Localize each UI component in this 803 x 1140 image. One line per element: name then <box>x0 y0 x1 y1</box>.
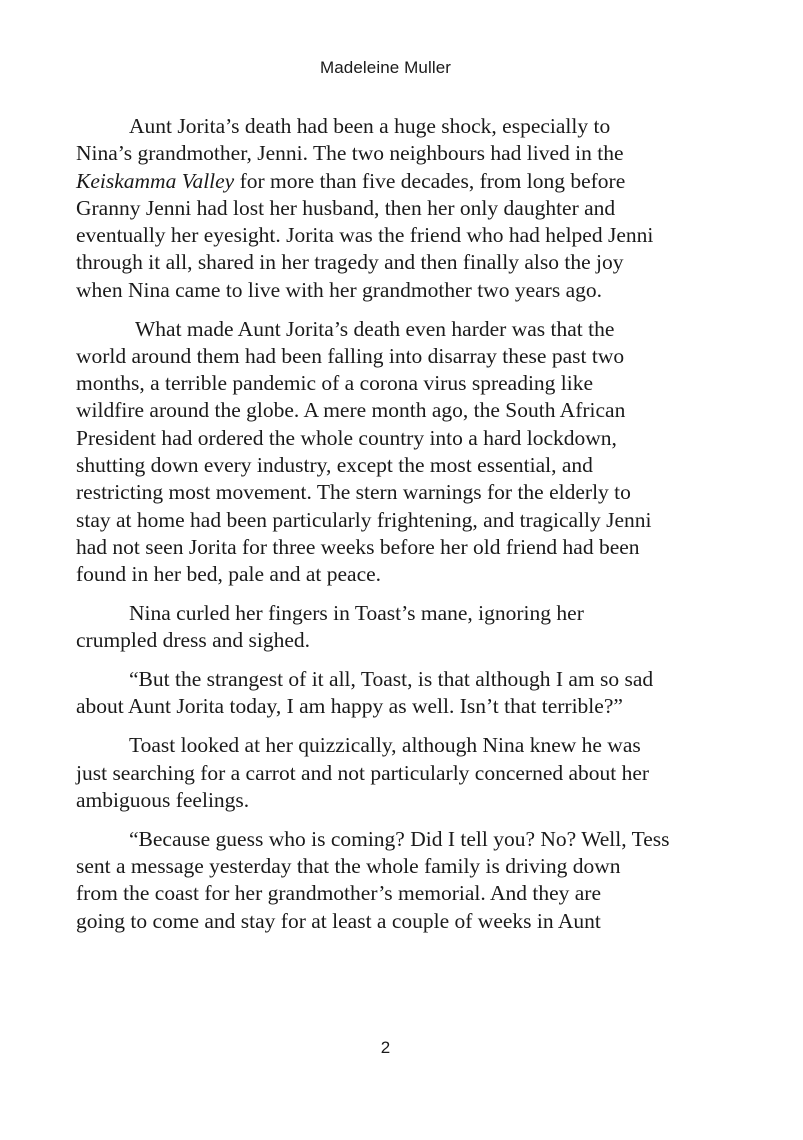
text-line <box>76 277 726 304</box>
text-line <box>76 113 726 140</box>
text-segment: shutting down every industry, except the most essential, and <box>76 453 593 478</box>
body-text <box>76 113 726 946</box>
text-segment: stay at home had been particularly frightening, and tragically Jenni <box>76 507 652 532</box>
text-line <box>76 826 726 853</box>
text-line <box>76 479 726 506</box>
text-segment: “Because guess who is coming? Did I tell you? No? Well, Tess <box>129 826 670 851</box>
text-segment: Toast looked at her quizzically, although Nina knew he was <box>129 733 641 758</box>
text-line <box>76 561 726 588</box>
text-line <box>76 425 726 452</box>
text-segment: going to come and stay for at least a couple of weeks in Aunt <box>76 908 601 933</box>
text-segment: sent a message yesterday that the whole family is driving down <box>76 853 621 878</box>
text-line <box>76 343 726 370</box>
text-segment: wildfire around the globe. A mere month ago, the South African <box>76 398 626 423</box>
text-line <box>76 195 726 222</box>
text-line <box>76 666 726 693</box>
text-segment: world around them had been falling into disarray these past two <box>76 343 625 368</box>
text-line <box>76 370 726 397</box>
text-line <box>76 140 726 167</box>
text-segment: had not seen Jorita for three weeks before her old friend had been <box>76 534 640 559</box>
text-segment: from the coast for her grandmother’s memorial. And they are <box>76 881 601 906</box>
text-segment: months, a terrible pandemic of a corona virus spreading like <box>76 371 594 396</box>
text-line <box>76 880 726 907</box>
text-line <box>76 787 726 814</box>
paragraph <box>76 600 726 655</box>
text-line <box>76 760 726 787</box>
text-segment: Nina curled her fingers in Toast’s mane, ignoring her <box>129 601 584 626</box>
paragraph <box>76 666 726 721</box>
page-number: 2 <box>380 1038 391 1057</box>
text-segment: Granny Jenni had lost her husband, then her only daughter and <box>76 195 616 220</box>
text-line <box>76 316 726 343</box>
text-segment: ambiguous feelings. <box>76 787 250 812</box>
paragraph <box>76 732 726 814</box>
text-line <box>76 168 726 195</box>
text-line <box>76 507 726 534</box>
text-segment: for more than five decades, from long before <box>234 168 626 193</box>
text-line <box>76 732 726 759</box>
italic-text-segment: Keiskamma Valley <box>76 168 235 193</box>
text-line <box>76 627 726 654</box>
text-line <box>76 397 726 424</box>
paragraph <box>76 113 726 304</box>
text-segment: when Nina came to live with her grandmother two years ago. <box>76 277 602 302</box>
text-line <box>76 222 726 249</box>
text-line <box>76 600 726 627</box>
text-line <box>76 853 726 880</box>
text-segment: “But the strangest of it all, Toast, is that although I am so sad <box>129 667 654 692</box>
text-line <box>76 534 726 561</box>
running-header-author: Madeleine Muller <box>319 58 452 77</box>
text-line <box>76 693 726 720</box>
text-line <box>76 249 726 276</box>
text-segment: President had ordered the whole country into a hard lockdown, <box>76 425 617 450</box>
text-segment: about Aunt Jorita today, I am happy as well. Isn’t that terrible?” <box>76 694 623 719</box>
text-segment: Nina’s grandmother, Jenni. The two neighbours had lived in the <box>76 141 624 166</box>
text-segment: eventually her eyesight. Jorita was the friend who had helped Jenni <box>76 223 654 248</box>
text-line <box>76 908 726 935</box>
text-segment: What made Aunt Jorita’s death even harder was that the <box>135 316 615 341</box>
text-segment: just searching for a carrot and not particularly concerned about her <box>76 760 650 785</box>
paragraph <box>76 316 726 589</box>
text-segment: Aunt Jorita’s death had been a huge shock, especially to <box>129 114 611 138</box>
text-segment: through it all, shared in her tragedy and then finally also the joy <box>76 250 624 275</box>
text-segment: restricting most movement. The stern warnings for the elderly to <box>76 480 631 505</box>
text-segment: found in her bed, pale and at peace. <box>76 562 382 587</box>
text-line <box>76 452 726 479</box>
text-segment: crumpled dress and sighed. <box>76 628 311 653</box>
paragraph <box>76 826 726 935</box>
